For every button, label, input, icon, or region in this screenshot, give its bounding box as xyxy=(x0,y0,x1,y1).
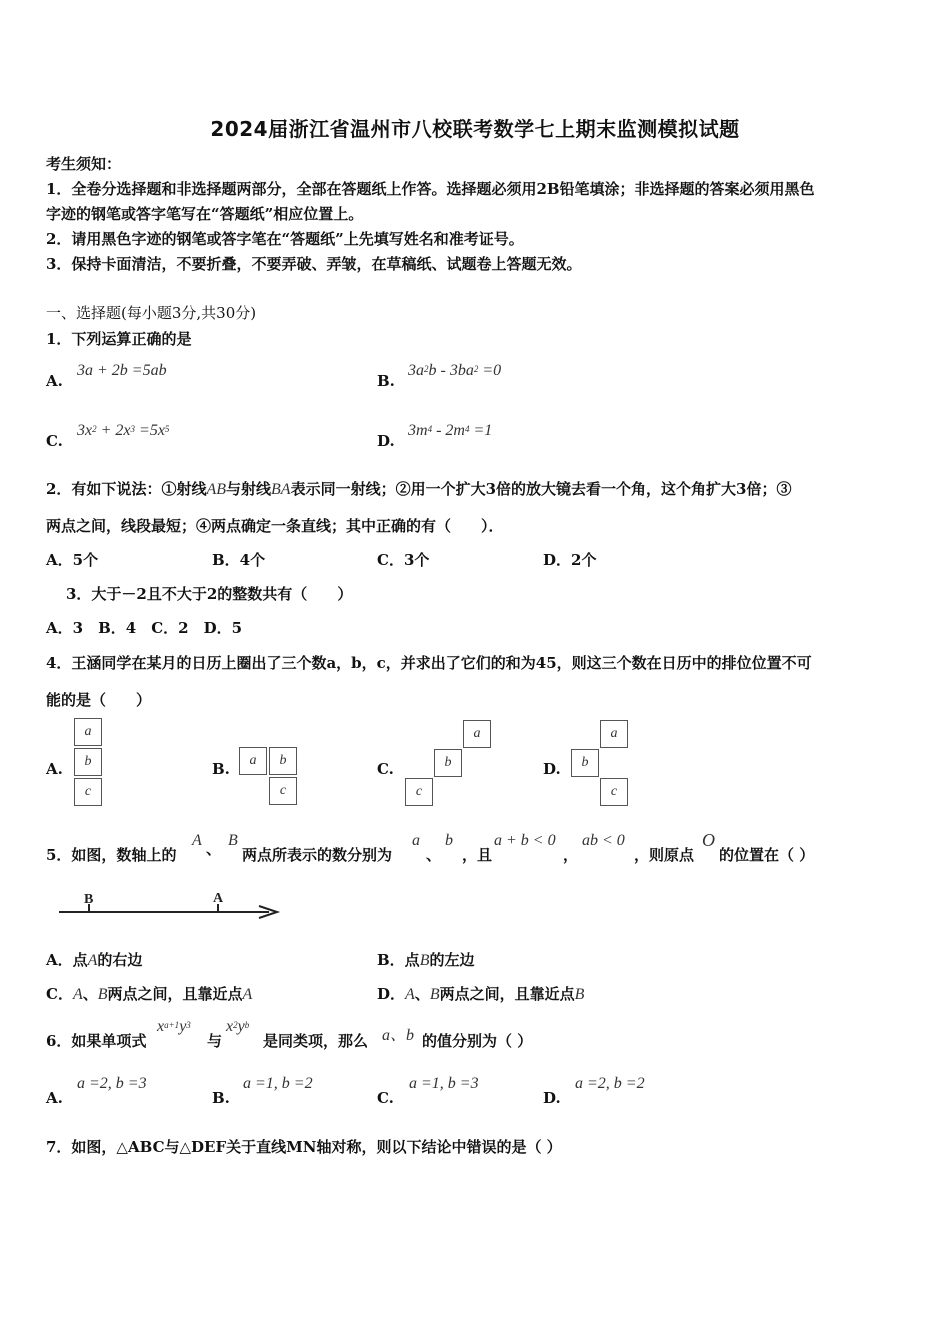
q4-line-1: 4．王涵同学在某月的日历上圈出了三个数a，b，c，并求出了它们的和为45，则这三个数在日历中的排位位置不可 xyxy=(46,654,812,672)
notice-item-2: 2．请用黑色字迹的钢笔或答字笔在“答题纸”上先填写姓名和准考证号。 xyxy=(46,230,524,248)
page-title: 2024届浙江省温州市八校联考数学七上期末监测模拟试题 xyxy=(210,117,740,141)
q2-option-c: C．3个 xyxy=(377,551,430,569)
q4-line-2: 能的是（ ） xyxy=(46,691,152,709)
notice-item-1: 1．全卷分选择题和非选择题两部分，全部在答题纸上作答。选择题必须用2B铅笔填涂；非选择题的答案必须用黑色 xyxy=(46,180,815,198)
notice-item-3: 3．保持卡面清洁，不要折叠，不要弄破、弄皱，在草稿纸、试题卷上答题无效。 xyxy=(46,255,582,273)
q1-option-d-formula: $3m^4 - 2m^4 =1$ xyxy=(408,422,493,439)
q5-var-b: b xyxy=(445,832,453,849)
calendar-cell: c xyxy=(74,778,102,806)
q6-option-c-label: C. xyxy=(377,1089,394,1107)
q6-vars: a、b xyxy=(382,1027,415,1044)
q5-var-o: O xyxy=(702,830,715,850)
q5-part-4: ，则原点 xyxy=(634,846,695,864)
q6-part-2: 与 xyxy=(207,1032,223,1050)
q6-option-a: a =2, b =3 xyxy=(77,1075,147,1092)
q1-option-a-label: A. xyxy=(46,372,63,390)
q5-part-2: 两点所表示的数分别为 xyxy=(242,846,393,864)
q1-option-b-label: B. xyxy=(377,372,395,390)
number-line xyxy=(55,888,285,924)
q6-option-d-label: D. xyxy=(543,1089,561,1107)
q5-condition-1: a + b < 0 xyxy=(494,832,556,849)
q5-condition-2: ab < 0 xyxy=(582,832,625,849)
axis-label-a: A xyxy=(213,891,224,906)
q4-option-c-label: C. xyxy=(377,760,394,778)
q4-option-b-label: B. xyxy=(212,760,230,778)
axis-label-b: B xyxy=(84,892,94,907)
q4-option-a-label: A. xyxy=(46,760,63,778)
q6-monomial-2: $x^2y^b$ xyxy=(226,1018,250,1035)
q3-options: A．3 B．4 C．2 D．5 xyxy=(46,619,243,637)
q5-var-a: a xyxy=(412,832,420,849)
q1-option-c-label: C. xyxy=(46,432,63,450)
q5-option-a: A．点A的右边 xyxy=(46,951,143,969)
calendar-cell: a xyxy=(74,718,102,746)
q3-stem: 3．大于－2且不大于2的整数共有（ ） xyxy=(66,585,353,603)
notice-item-1-cont: 字迹的钢笔或答字笔写在“答题纸”相应位置上。 xyxy=(46,205,364,223)
q2-line-1: 2．有如下说法：①射线AB与射线BA表示同一射线；②用一个扩大3倍的放大镜去看一个角，这个角扩大3倍；③ xyxy=(46,480,792,498)
q4-option-d-label: D. xyxy=(543,760,561,778)
q5-comma: ， xyxy=(563,846,579,864)
calendar-cell: b xyxy=(269,747,297,775)
notice-heading: 考生须知： xyxy=(46,155,122,173)
q5-separator-2: 、 xyxy=(426,846,442,864)
q4-figure-c xyxy=(405,720,497,810)
q5-option-c: C．A、B两点之间，且靠近点A xyxy=(46,985,253,1003)
q7-stem: 7．如图，△ABC与△DEF关于直线MN轴对称，则以下结论中错误的是（ ） xyxy=(46,1138,562,1156)
calendar-cell: b xyxy=(434,749,462,777)
q6-option-b: a =1, b =2 xyxy=(243,1075,313,1092)
q6-option-b-label: B. xyxy=(212,1089,230,1107)
q1-option-d-label: D. xyxy=(377,432,395,450)
q6-part-1: 6．如果单项式 xyxy=(46,1032,147,1050)
q1-option-b-formula: $3a^2b - 3ba^2 =0$ xyxy=(408,362,502,379)
q4-figure-d xyxy=(571,720,633,810)
calendar-cell: a xyxy=(600,720,628,748)
q6-option-a-label: A. xyxy=(46,1089,63,1107)
calendar-cell: c xyxy=(269,777,297,805)
q2-option-d: D．2个 xyxy=(543,551,597,569)
q5-part-1: 5．如图，数轴上的 xyxy=(46,846,177,864)
q6-option-c: a =1, b =3 xyxy=(409,1075,479,1092)
q2-option-a: A．5个 xyxy=(46,551,99,569)
q5-part-5: 的位置在（ ） xyxy=(719,846,815,864)
q1-stem: 1．下列运算正确的是 xyxy=(46,330,192,348)
section-heading: 一、选择题(每小题3分,共30分) xyxy=(46,304,257,322)
q1-option-a-formula: 3a + 2b =5ab xyxy=(77,362,167,379)
q5-separator: 、 xyxy=(206,840,222,858)
calendar-cell: b xyxy=(571,749,599,777)
q5-option-b: B．点B的左边 xyxy=(377,951,475,969)
q5-var-b-point: B xyxy=(228,832,238,849)
calendar-cell: a xyxy=(239,747,267,775)
q6-monomial-1: $x^{a+1}y^3$ xyxy=(157,1018,191,1035)
q4-figure-a xyxy=(74,718,104,810)
q5-var-a-point: A xyxy=(192,832,202,849)
q6-option-d: a =2, b =2 xyxy=(575,1075,645,1092)
calendar-cell: a xyxy=(463,720,491,748)
q2-option-b: B．4个 xyxy=(212,551,266,569)
q5-part-3: ，且 xyxy=(462,846,493,864)
calendar-cell: b xyxy=(74,748,102,776)
q4-figure-b xyxy=(239,747,301,809)
q5-option-d: D．A、B两点之间，且靠近点B xyxy=(377,985,585,1003)
q1-option-c-formula: $3x^2 + 2x^3 =5x^5$ xyxy=(77,422,170,439)
calendar-cell: c xyxy=(600,778,628,806)
q2-line-2: 两点之间，线段最短；④两点确定一条直线；其中正确的有（ ）． xyxy=(46,517,504,535)
calendar-cell: c xyxy=(405,778,433,806)
q6-part-3: 是同类项，那么 xyxy=(263,1032,369,1050)
q6-part-4: 的值分别为（ ） xyxy=(422,1032,533,1050)
